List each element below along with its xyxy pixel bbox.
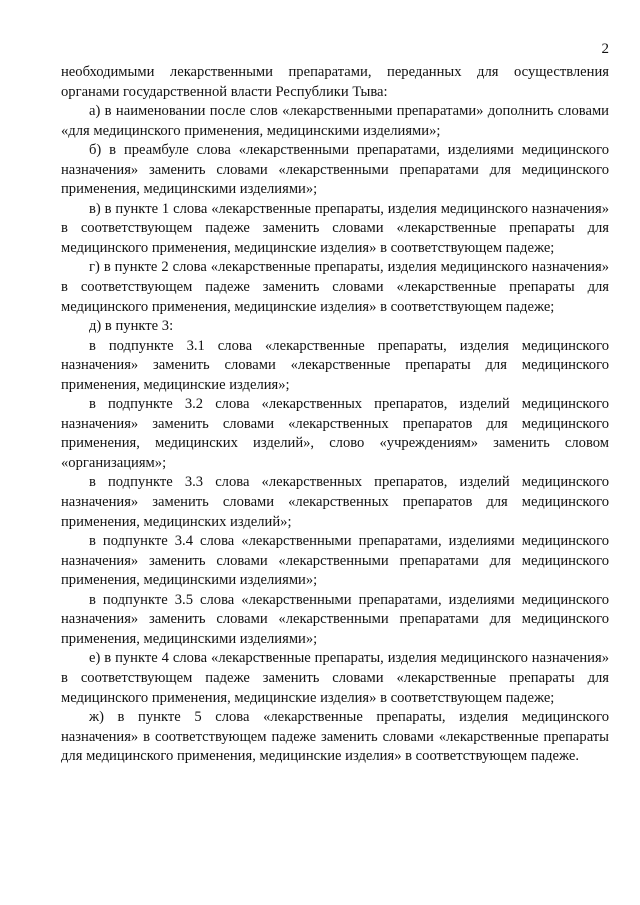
paragraph-item-a: а) в наименовании после слов «лекарственными препаратами» дополнить словами «для медицинского применения, медицинскими изделиями»; bbox=[61, 103, 609, 139]
page-number: 2 bbox=[601, 41, 609, 57]
paragraph-continuation: необходимыми лекарственными препаратами, переданных для осуществления органами государственной власти Республики Тыва: bbox=[61, 64, 609, 100]
paragraph-item-e: е) в пункте 4 слова «лекарственные препараты, изделия медицинского назначения» в соответствующем падеже заменить словами «лекарственные препараты для медицинского применения, медицинские изделия» в соответствующем падеже; bbox=[61, 650, 609, 706]
paragraph-subitem-3-4: в подпункте 3.4 слова «лекарственными препаратами, изделиями медицинского назначения» заменить словами «лекарственными препаратами для медицинского применения, медицинскими изделиями»; bbox=[61, 533, 609, 589]
paragraph-subitem-3-1: в подпункте 3.1 слова «лекарственные препараты, изделия медицинского назначения» заменить словами «лекарственные препараты для медицинского применения, медицинские изделия»; bbox=[61, 337, 609, 393]
paragraph-item-zh: ж) в пункте 5 слова «лекарственные препараты, изделия медицинского назначения» в соответствующем падеже заменить словами «лекарственные препараты для медицинского применения, медицинские изделия» в соответствующем падеже. bbox=[61, 709, 609, 765]
paragraph-item-v: в) в пункте 1 слова «лекарственные препараты, изделия медицинского назначения» в соответствующем падеже заменить словами «лекарственные препараты для медицинского применения, медицинские изделия» в соответствующем падеже; bbox=[61, 200, 609, 256]
paragraph-subitem-3-5: в подпункте 3.5 слова «лекарственными препаратами, изделиями медицинского назначения» заменить словами «лекарственными препаратами для медицинского применения, медицинскими изделиями»; bbox=[61, 591, 609, 647]
paragraph-item-b: б) в преамбуле слова «лекарственными препаратами, изделиями медицинского назначения» заменить словами «лекарственными препаратами для медицинского применения, медицинскими изделиями»; bbox=[61, 142, 609, 198]
paragraph-item-g: г) в пункте 2 слова «лекарственные препараты, изделия медицинского назначения» в соответствующем падеже заменить словами «лекарственные препараты для медицинского применения, медицинские изделия» в соответствующем падеже; bbox=[61, 259, 609, 315]
document-body bbox=[61, 63, 609, 767]
paragraph-subitem-3-3: в подпункте 3.3 слова «лекарственных препаратов, изделий медицинского назначения» заменить словами «лекарственных препаратов для медицинского применения, медицинских изделий»; bbox=[61, 474, 609, 530]
paragraph-item-d: д) в пункте 3: bbox=[89, 318, 174, 335]
paragraph-subitem-3-2: в подпункте 3.2 слова «лекарственных препаратов, изделий медицинского назначения» заменить словами «лекарственных препаратов для медицинского применения, медицинских изделий», слово «учреждениям» заменить словом «организациям»; bbox=[61, 396, 609, 471]
